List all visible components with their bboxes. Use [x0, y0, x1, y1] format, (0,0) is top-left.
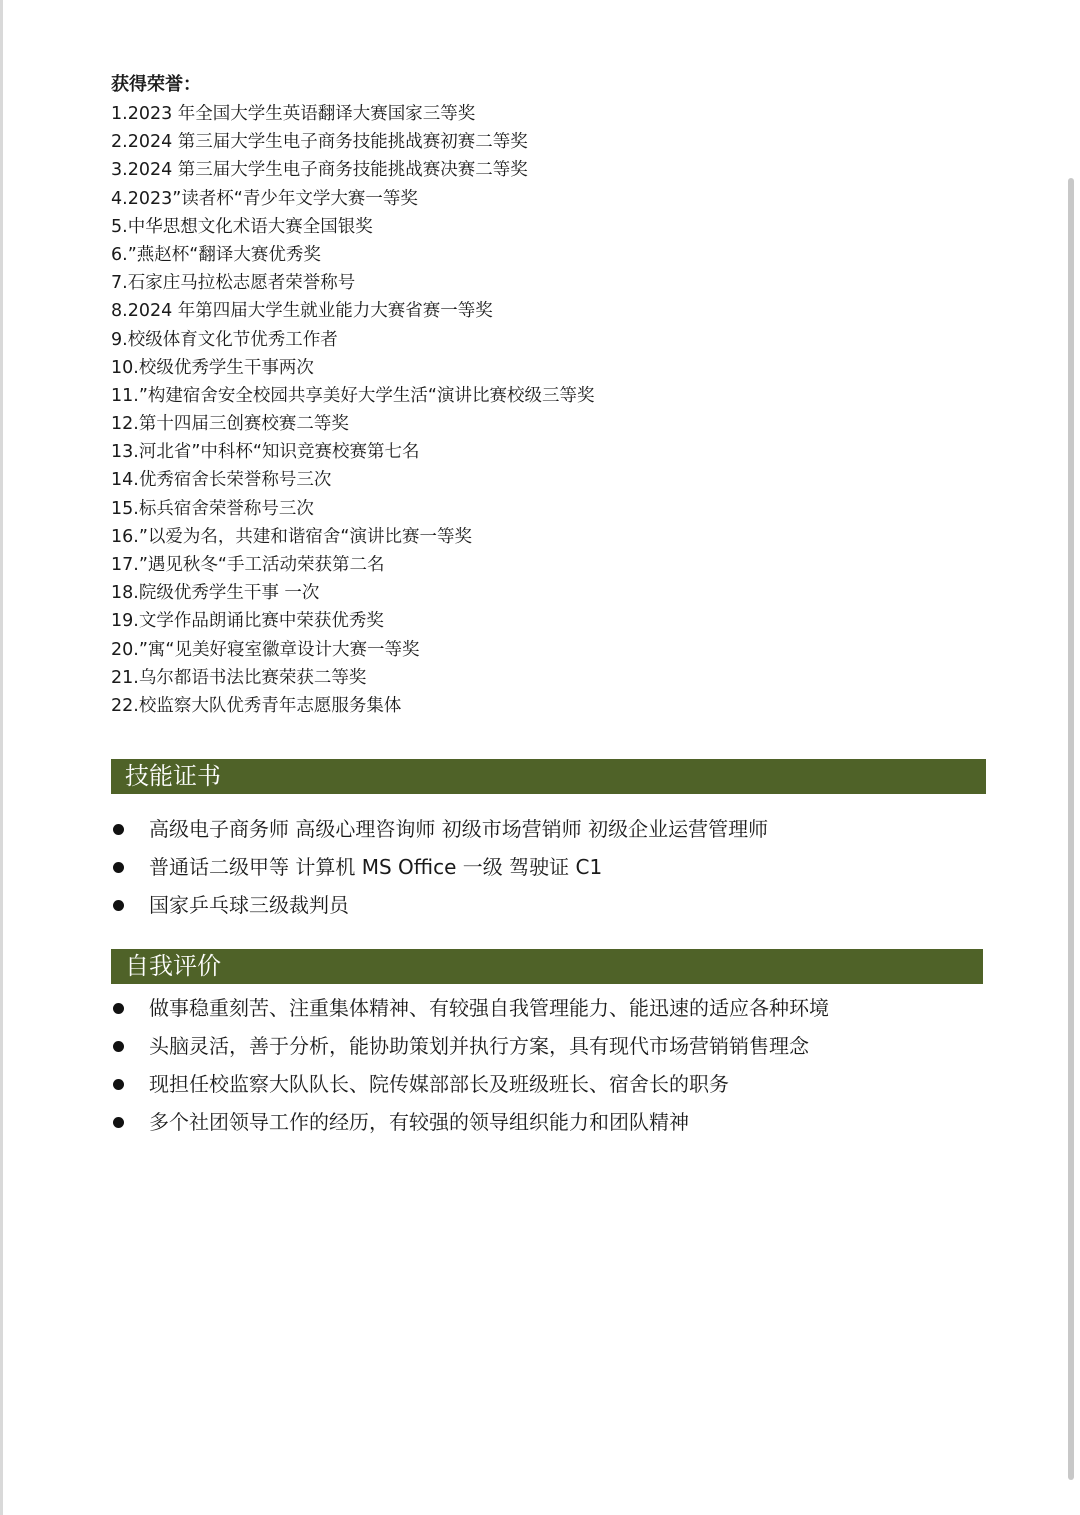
honor-item: 18.院级优秀学生干事 一次 — [111, 583, 320, 604]
evaluation-text: 多个社团领导工作的经历，有较强的领导组织能力和团队精神 — [149, 1110, 689, 1134]
honor-item: 10.校级优秀学生干事两次 — [111, 357, 314, 378]
bullet-icon — [113, 1041, 124, 1052]
honor-item: 15.标兵宿舍荣誉称号三次 — [111, 498, 314, 519]
bullet-icon — [113, 862, 124, 873]
bullet-icon — [113, 1003, 124, 1014]
evaluation-item — [111, 1065, 991, 1103]
honors-title: 获得荣誉： — [111, 74, 201, 95]
honor-item: 5.中华思想文化术语大赛全国银奖 — [111, 216, 373, 237]
evaluation-item — [111, 1103, 991, 1141]
honors-list — [111, 100, 991, 720]
honor-item: 6.”燕赵杯“翻译大赛优秀奖 — [111, 244, 321, 265]
honor-item: 12.第十四届三创赛校赛二等奖 — [111, 414, 349, 435]
bullet-icon — [113, 900, 124, 911]
honor-item: 8.2024 年第四届大学生就业能力大赛省赛一等奖 — [111, 301, 493, 322]
honor-item: 21.乌尔都语书法比赛荣获二等奖 — [111, 667, 367, 688]
bullet-icon — [113, 824, 124, 835]
evaluation-text: 头脑灵活，善于分析，能协助策划并执行方案，具有现代市场营销销售理念 — [149, 1034, 809, 1058]
skill-text: 国家乒乓球三级裁判员 — [149, 893, 349, 917]
honor-item: 2.2024 第三届大学生电子商务技能挑战赛初赛二等奖 — [111, 132, 528, 153]
scrollbar-thumb[interactable] — [1068, 178, 1074, 1480]
honor-item: 3.2024 第三届大学生电子商务技能挑战赛决赛二等奖 — [111, 160, 528, 181]
honor-item: 4.2023”读者杯“青少年文学大赛一等奖 — [111, 188, 418, 209]
evaluation-text: 现担任校监察大队队长、院传媒部部长及班级班长、宿舍长的职务 — [149, 1072, 729, 1096]
honor-item: 1.2023 年全国大学生英语翻译大赛国家三等奖 — [111, 104, 476, 124]
skill-text: 普通话二级甲等 计算机 MS Office 一级 驾驶证 C1 — [149, 855, 603, 879]
honor-item: 22.校监察大队优秀青年志愿服务集体 — [111, 695, 402, 716]
skill-text: 高级电子商务师 高级心理咨询师 初级市场营销师 初级企业运营管理师 — [149, 817, 769, 841]
skills-list — [111, 810, 991, 924]
honor-item: 17.”遇见秋冬“手工活动荣获第二名 — [111, 555, 385, 575]
skill-item — [111, 848, 991, 886]
honor-item: 19.文学作品朗诵比赛中荣获优秀奖 — [111, 611, 384, 632]
bullet-icon — [113, 1079, 124, 1090]
evaluation-item — [111, 989, 991, 1027]
honor-item: 20.”寓“见美好寝室徽章设计大赛一等奖 — [111, 639, 420, 660]
honor-item: 9.校级体育文化节优秀工作者 — [111, 329, 338, 350]
self-evaluation-section-header: 自我评价 — [111, 949, 983, 984]
honors-section — [111, 72, 991, 720]
skills-section-header: 技能证书 — [111, 759, 986, 794]
skill-item — [111, 886, 991, 924]
honor-item: 13.河北省”中科杯“知识竞赛校赛第七名 — [111, 442, 420, 463]
honor-item: 7.石家庄马拉松志愿者荣誉称号 — [111, 273, 356, 294]
honor-item: 16.”以爱为名，共建和谐宿舍“演讲比赛一等奖 — [111, 526, 472, 547]
honor-item: 14.优秀宿舍长荣誉称号三次 — [111, 470, 332, 491]
honor-item: 11.”构建宿舍安全校园共享美好大学生活“演讲比赛校级三等奖 — [111, 385, 595, 406]
evaluation-text: 做事稳重刻苦、注重集体精神、有较强自我管理能力、能迅速的适应各种环境 — [149, 996, 829, 1020]
bullet-icon — [113, 1117, 124, 1128]
self-evaluation-list — [111, 989, 991, 1141]
skill-item — [111, 810, 991, 848]
evaluation-item — [111, 1027, 991, 1065]
page-left-edge — [0, 0, 3, 1515]
